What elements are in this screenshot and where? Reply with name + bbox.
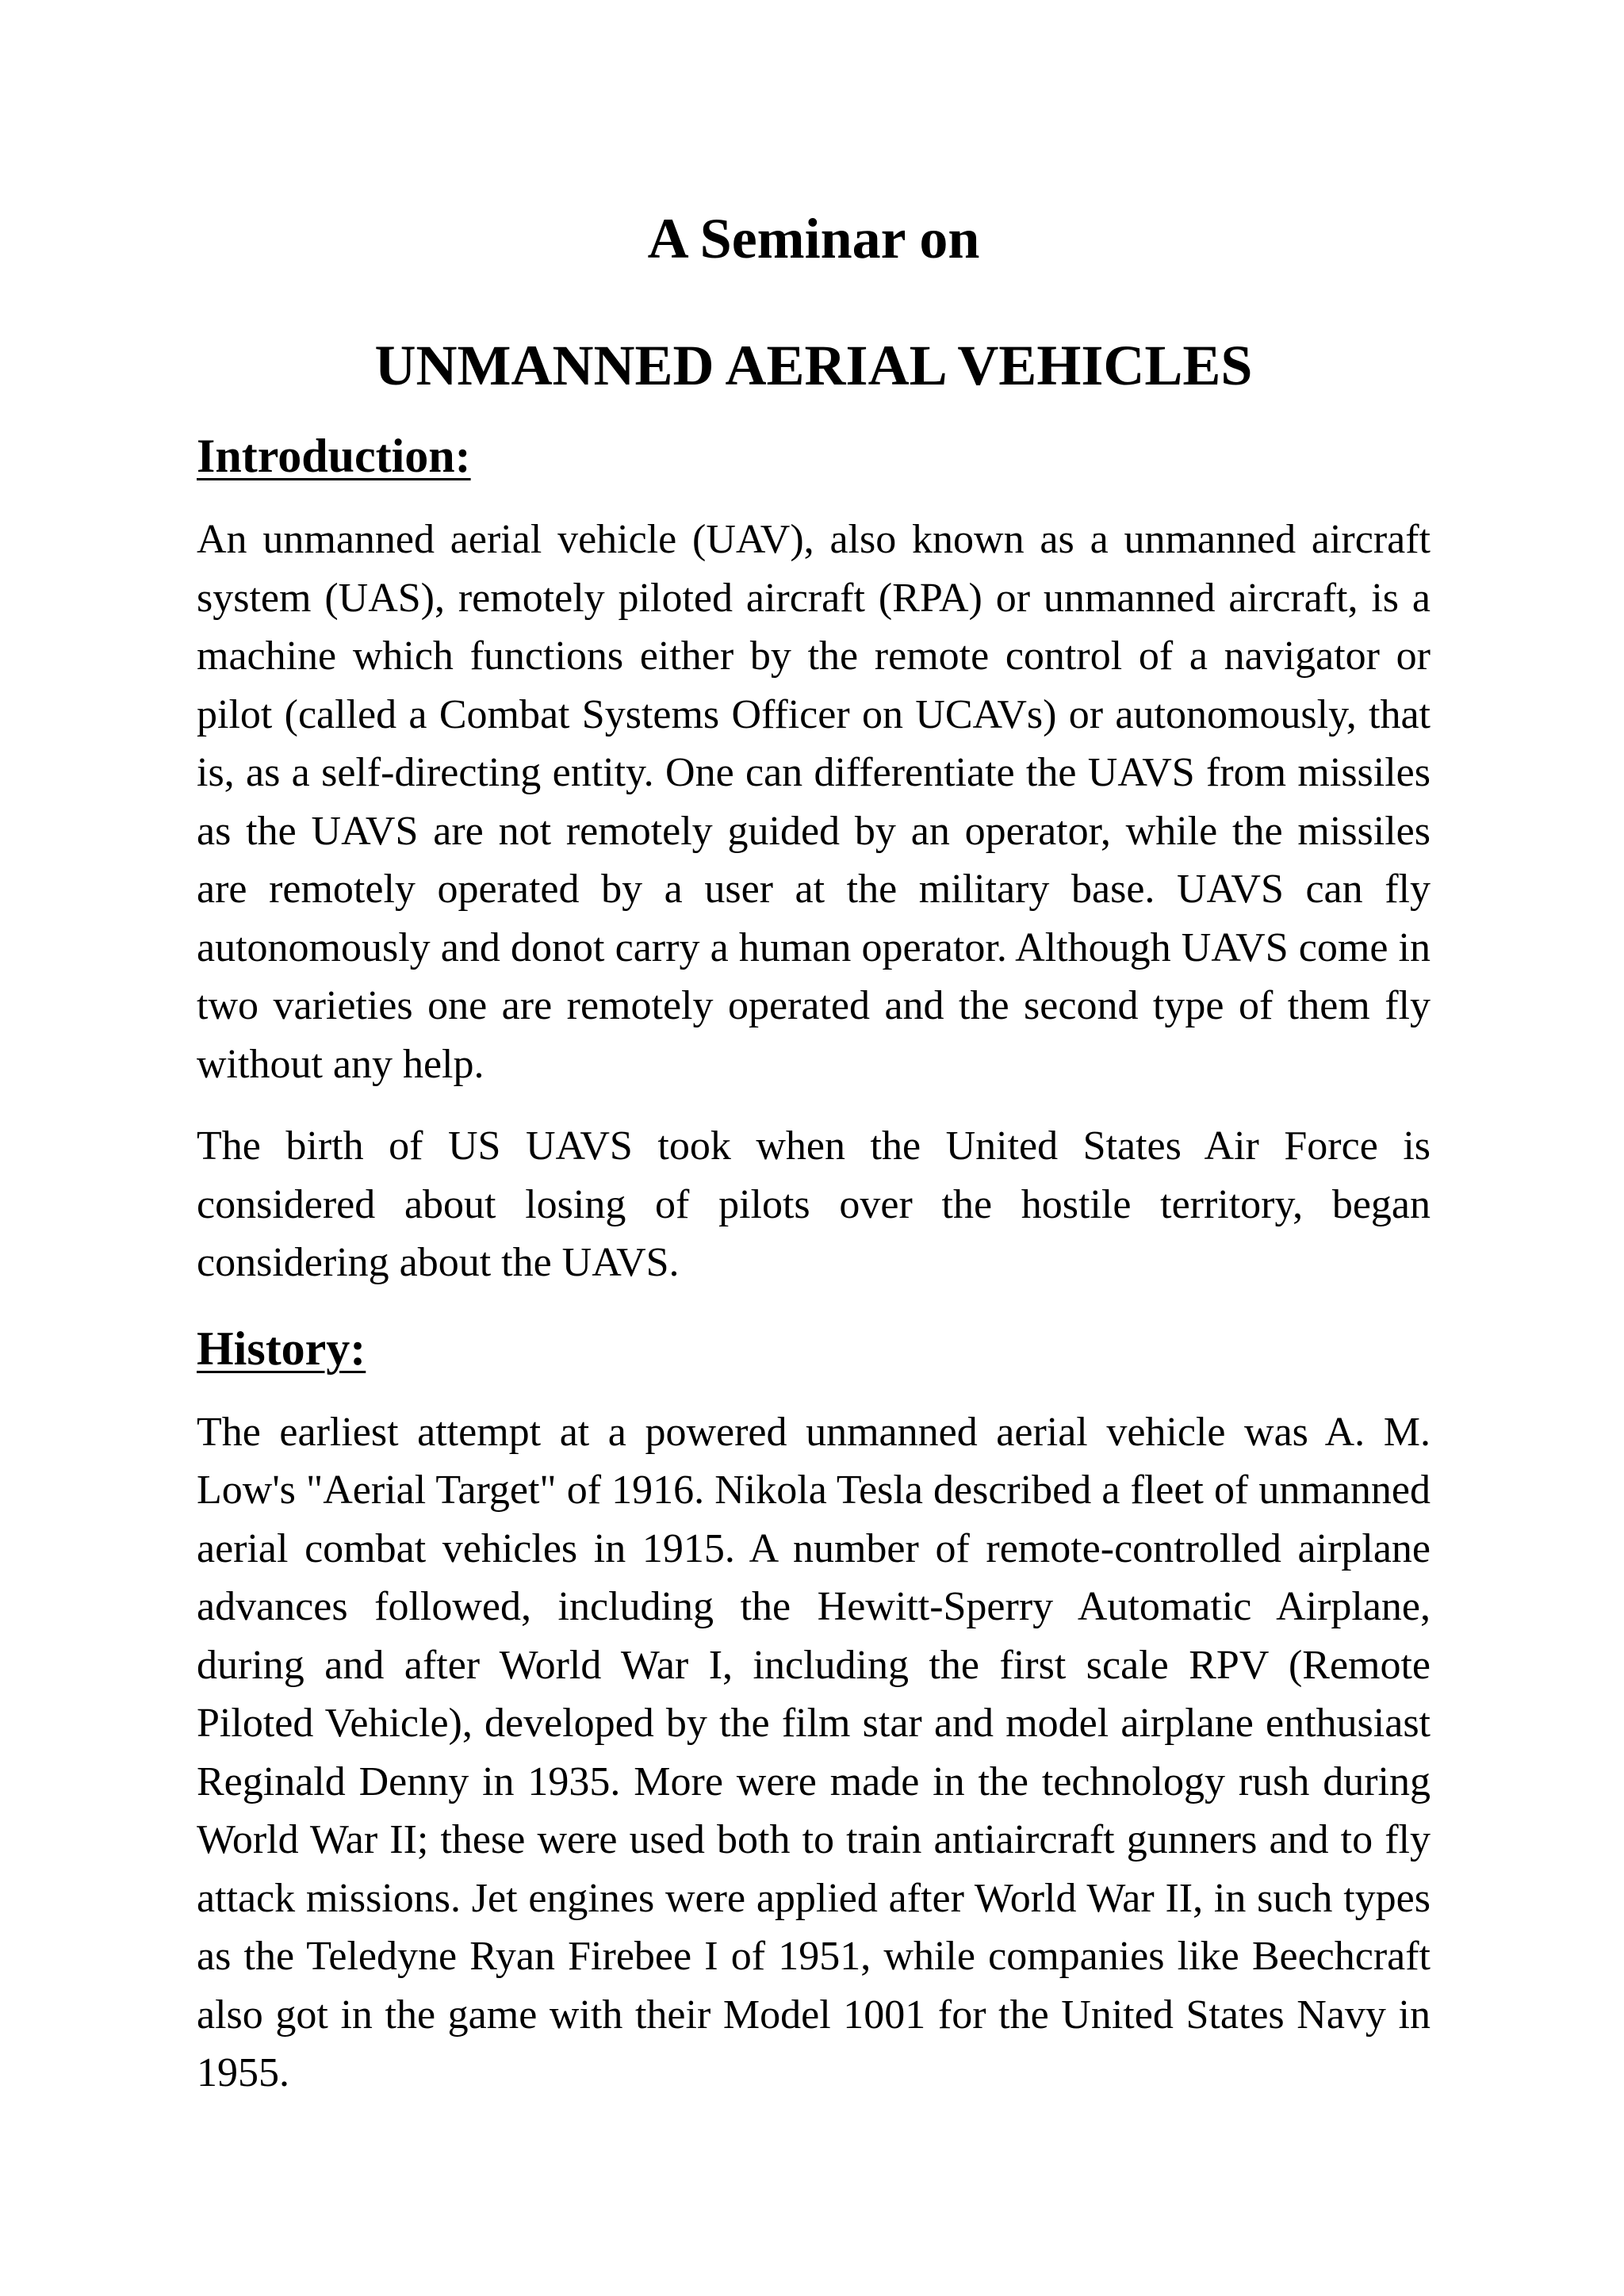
introduction-paragraph-1: An unmanned aerial vehicle (UAV), also known as a unmanned aircraft system (UAS), remotely piloted aircraft (RPA) or unmanned aircraft, is a machine which functions either by the remote control of a navigator or pilot (called a Combat Systems Officer on UCAVs) or autonomously, that is, as a self-directing entity. One can differentiate the UAVS from missiles as the UAVS are not remotely guided by an operator, while the missiles are remotely operated by a user at the military base. UAVS can fly autonomously and donot carry a human operator. Although UAVS come in two varieties one are remotely operated and the second type of them fly without any help. xyxy=(197,517,1431,1087)
history-paragraph-1: The earliest attempt at a powered unmanned aerial vehicle was A. M. Low's "Aerial Target" of 1916. Nikola Tesla described a fleet of unmanned aerial combat vehicles in 1915. A number of remote-controlled airplane advances followed, including the Hewitt-Sperry Automatic Airplane, during and after World War I, including the first scale RPV (Remote Piloted Vehicle), developed by the film star and model airplane enthusiast Reginald Denny in 1935. More were made in the technology rush during World War II; these were used both to train antiaircraft gunners and to fly attack missions. Jet engines were applied after World War II, in such types as the Teledyne Ryan Firebee I of 1951, while companies like Beechcraft also got in the game with their Model 1001 for the United States Navy in 1955. xyxy=(197,1409,1431,2095)
title-line-2: UNMANNED AERIAL VEHICLES xyxy=(374,334,1253,397)
history-heading: History: xyxy=(197,1322,366,1375)
introduction-heading: Introduction: xyxy=(197,430,471,482)
page-content xyxy=(197,190,1431,2103)
title-line-1: A Seminar on xyxy=(647,207,980,270)
introduction-paragraph-2: The birth of US UAVS took when the United States Air Force is considered about losing of pilots over the hostile territory, began considering about the UAVS. xyxy=(197,1123,1431,1285)
